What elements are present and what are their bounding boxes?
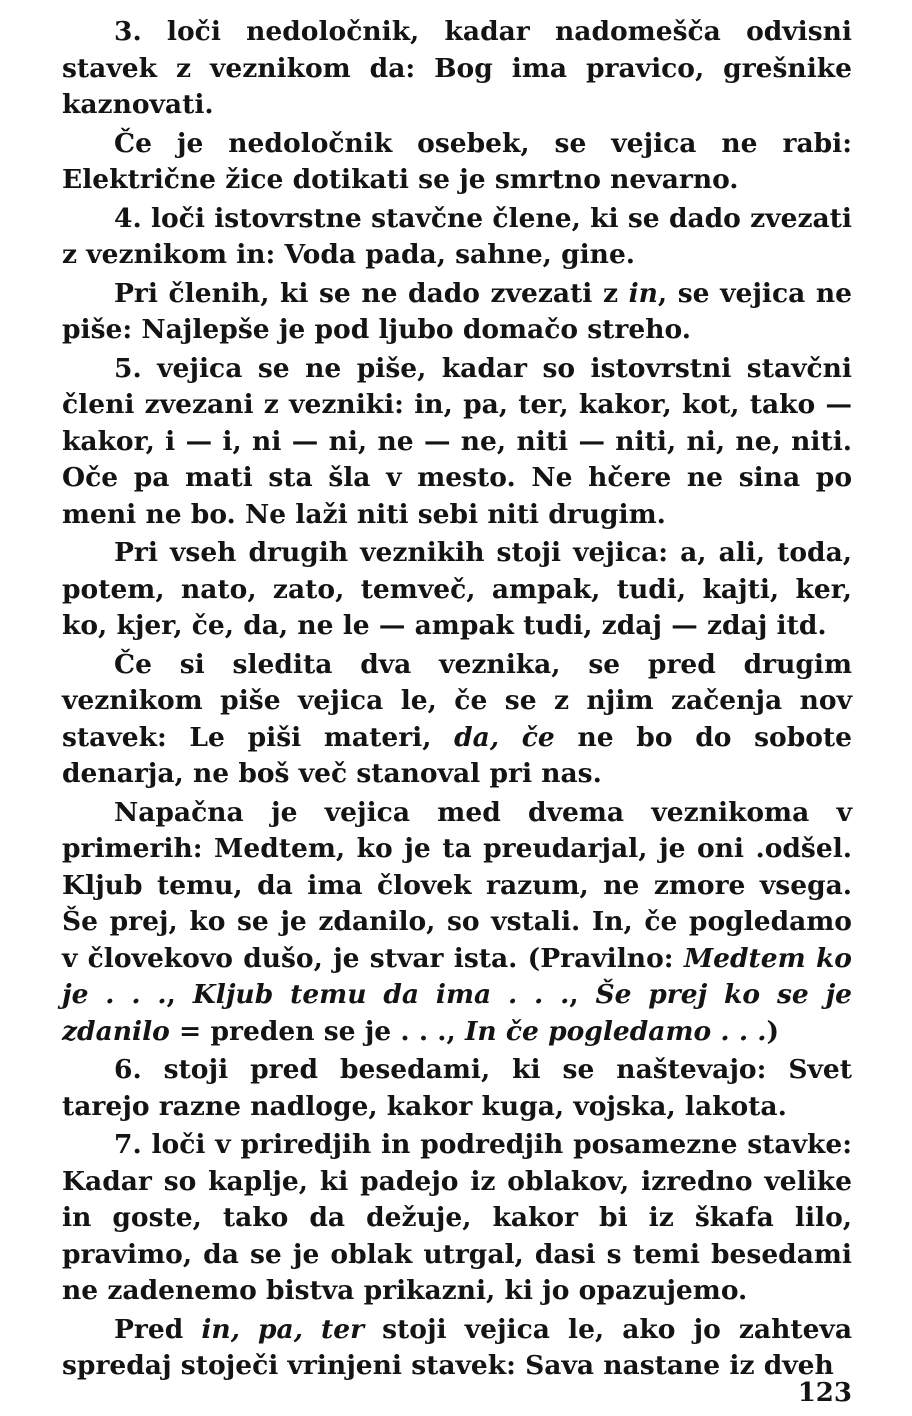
paragraph: Napačna je vejica med dvema veznikoma v primerih: Medtem, ko je ta preudarjal, je oni .odšel. Kljub temu, da ima človek razum, ne zmore vsega. Še prej, ko se je zdanilo, so vstali. In, če pogledamo v človekovo dušo, je stvar ista. (Pravilno: Medtem ko je . . ., Kljub temu da ima . . ., Še prej ko se je zdanilo = preden se je . . ., In če pogledamo . . .) (62, 796, 853, 1047)
paragraph: Pri vseh drugih veznikih stoji vejica: a, ali, toda, potem, nato, zato, temveč, ampak, tudi, kajti, ker, ko, kjer, če, da, ne le — ampak tudi, zdaj — zdaj itd. (62, 537, 852, 641)
paragraph: 7. loči v priredjih in podredjih posamezne stavke: Kadar so kaplje, ki padejo iz oblakov, izredno velike in goste, tako da dežuje, kakor bi iz škafa lilo, pravimo, da se je oblak utrgal, dasi s temi besedami ne zadenemo bistva prikazni, ki jo opazujemo. (62, 1129, 852, 1306)
paragraph: Pred in, pa, ter stoji vejica le, ako jo zahteva spredaj stoječi vrinjeni stavek: Sava nastane iz dveh (62, 1313, 852, 1381)
paragraph: 5. vejica se ne piše, kadar so istovrstni stavčni členi zvezani z vezniki: in, pa, ter, kakor, kot, tako — kakor, i — i, ni — ni, ne — ne, niti — niti, ni, ne, niti. Oče pa mati sta šla v mesto. Ne hčere ne sina po meni ne bo. Ne laži niti sebi niti drugim. (62, 352, 852, 530)
page-number: 123 (797, 1378, 852, 1408)
paragraph: 3. loči nedoločnik, kadar nadomešča odvisni stavek z veznikom da: Bog ima pravico, grešnike kaznovati. (62, 16, 852, 120)
paragraph: 4. loči istovrstne stavčne člene, ki se dado zvezati z veznikom in: Voda pada, sahne, gine. (62, 202, 852, 270)
page-body (62, 14, 852, 1385)
paragraph: 6. stoji pred besedami, ki se naštevajo: Svet tarejo razne nadloge, kakor kuga, vojska, lakota. (62, 1054, 852, 1122)
paragraph: Če je nedoločnik osebek, se vejica ne rabi: Električne žice dotikati se je smrtno nevarno. (62, 127, 852, 195)
paragraph: Pri členih, ki se ne dado zvezati z in, se vejica ne piše: Najlepše je pod ljubo domačo streho. (62, 277, 852, 345)
paragraph: Če si sledita dva veznika, se pred drugim veznikom piše vejica le, če se z njim začenja nov stavek: Le piši materi, da, če ne bo do sobote denarja, ne boš več stanoval pri nas. (62, 648, 852, 789)
